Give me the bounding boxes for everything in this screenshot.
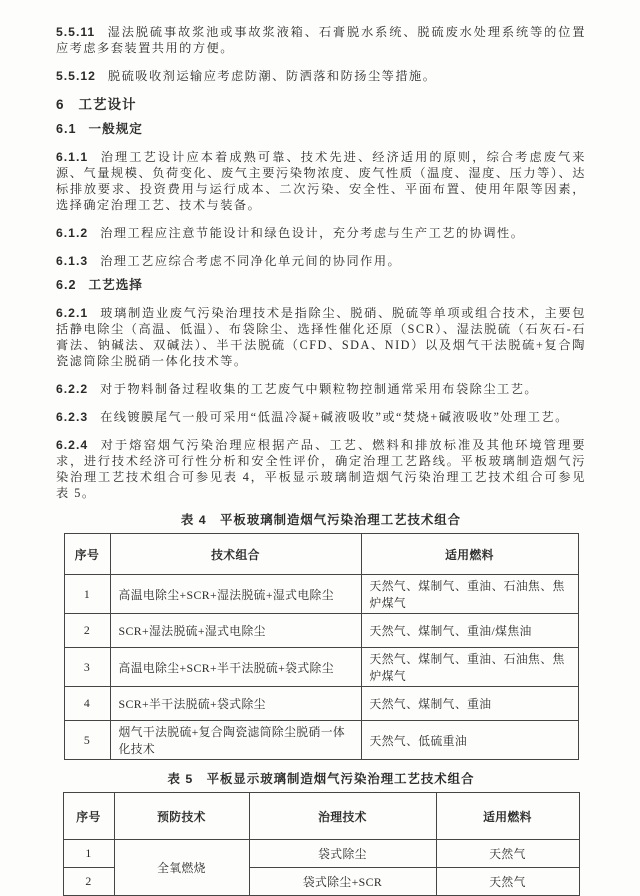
table-row bbox=[64, 721, 578, 760]
clause-6-1-1 bbox=[56, 149, 586, 213]
table4-title: 表 4 平板玻璃制造烟气污染治理工艺技术组合 bbox=[180, 513, 462, 527]
cell-tech-combo: SCR+湿法脱硫+湿式电除尘 bbox=[110, 614, 361, 648]
clause-6-2-3 bbox=[56, 409, 586, 425]
cell-fuel: 天然气、煤制气、重油、石油焦、焦炉煤气 bbox=[361, 575, 578, 614]
table-row bbox=[64, 575, 578, 614]
col-header-prevention: 预防技术 bbox=[114, 793, 249, 840]
clause-text: 脱硫吸收剂运输应考虑防潮、防洒落和防扬尘等措施。 bbox=[107, 69, 437, 83]
cell-fuel: 天然气 bbox=[436, 840, 579, 868]
table5-title: 表 5 平板显示玻璃制造烟气污染治理工艺技术组合 bbox=[167, 772, 475, 786]
clause-number: 5.5.12 bbox=[56, 69, 96, 83]
col-header-seq: 序号 bbox=[64, 534, 110, 575]
cell-tech-combo: 高温电除尘+SCR+湿法脱硫+湿式电除尘 bbox=[110, 575, 361, 614]
clause-text: 玻璃制造业废气污染治理技术是指除尘、脱硝、脱硫等单项或组合技术，主要包括静电除尘（高温、低温）、布袋除尘、选择性催化还原（SCR）、湿法脱硫（石灰石-石膏法、钠碱法、双碱法）、半干法脱硫（CFD、SDA、NID）以及烟气干法脱硫+复合陶瓷滤筒除尘脱硝一体化技术等。 bbox=[56, 306, 586, 368]
clause-text: 湿法脱硫事故浆池或事故浆液箱、石膏脱水系统、脱硫废水处理系统等的位置应考虑多套装置共用的方便。 bbox=[56, 25, 586, 55]
section-6-2-heading bbox=[56, 277, 586, 293]
col-header-tech-combo: 技术组合 bbox=[110, 534, 361, 575]
section-title: 工艺设计 bbox=[78, 97, 137, 112]
clause-number: 6.2.1 bbox=[56, 306, 89, 320]
section-number: 6 bbox=[56, 97, 65, 112]
table4-process-combinations bbox=[64, 533, 579, 760]
clause-number: 6.2.3 bbox=[56, 410, 89, 424]
cell-seq: 2 bbox=[64, 614, 110, 648]
clause-number: 6.1.3 bbox=[56, 254, 89, 268]
cell-fuel: 天然气、低硫重油 bbox=[361, 721, 578, 760]
col-header-treatment: 治理技术 bbox=[249, 793, 436, 840]
clause-text: 对于物料制备过程收集的工艺废气中颗粒物控制通常采用布袋除尘工艺。 bbox=[100, 382, 539, 396]
clause-number: 5.5.11 bbox=[56, 25, 96, 39]
section-number: 6.1 bbox=[56, 122, 77, 136]
cell-seq: 5 bbox=[64, 721, 110, 760]
section-title: 一般规定 bbox=[88, 122, 143, 136]
cell-tech-combo: 烟气干法脱硫+复合陶瓷滤筒除尘脱硝一体化技术 bbox=[110, 721, 361, 760]
table-row bbox=[64, 687, 578, 721]
cell-seq: 3 bbox=[64, 648, 110, 687]
clause-text: 在线镀膜尾气一般可采用“低温冷凝+碱液吸收”或“焚烧+碱液吸收”处理工艺。 bbox=[100, 410, 569, 424]
cell-fuel: 天然气、煤制气、重油、石油焦、焦炉煤气 bbox=[361, 648, 578, 687]
clause-6-2-4 bbox=[56, 437, 586, 501]
col-header-fuel: 适用燃料 bbox=[361, 534, 578, 575]
table-row bbox=[64, 614, 578, 648]
col-header-fuel: 适用燃料 bbox=[436, 793, 579, 840]
clause-6-1-3 bbox=[56, 253, 586, 269]
cell-seq: 2 bbox=[63, 868, 114, 896]
clause-text: 治理工程应注意节能设计和绿色设计，充分考虑与生产工艺的协调性。 bbox=[100, 226, 525, 240]
table-row bbox=[63, 840, 579, 868]
table5-display-glass-combinations bbox=[63, 792, 580, 896]
clause-number: 6.2.4 bbox=[56, 438, 89, 452]
clause-number: 6.1.1 bbox=[56, 150, 89, 164]
cell-seq: 1 bbox=[64, 575, 110, 614]
cell-fuel: 天然气 bbox=[436, 868, 579, 896]
cell-seq: 4 bbox=[64, 687, 110, 721]
clause-text: 治理工艺设计应本着成熟可靠、技术先进、经济适用的原则，综合考虑废气来源、气量规模、负荷变化、废气主要污染物浓度、废气性质（温度、湿度、压力等）、达标排放要求、投资费用与运行成本、二次污染、安全性、平面布置、使用年限等因素，选择确定治理工艺、技术与装备。 bbox=[56, 150, 586, 212]
clause-5-5-12 bbox=[56, 68, 586, 84]
section-title: 工艺选择 bbox=[88, 278, 143, 292]
table-row bbox=[64, 648, 578, 687]
cell-tech-combo: SCR+半干法脱硫+袋式除尘 bbox=[110, 687, 361, 721]
clause-6-1-2 bbox=[56, 225, 586, 241]
cell-seq: 1 bbox=[63, 840, 114, 868]
section-6-heading bbox=[56, 96, 586, 113]
cell-treatment: 袋式除尘 bbox=[249, 840, 436, 868]
cell-fuel: 天然气、煤制气、重油 bbox=[361, 687, 578, 721]
clause-5-5-11 bbox=[56, 24, 586, 56]
clause-number: 6.1.2 bbox=[56, 226, 89, 240]
cell-fuel: 天然气、煤制气、重油/煤焦油 bbox=[361, 614, 578, 648]
clause-6-2-2 bbox=[56, 381, 586, 397]
clause-text: 对于熔窑烟气污染治理应根据产品、工艺、燃料和排放标准及其他环境管理要求，进行技术经济可行性分析和安全性评价，确定治理工艺路线。平板玻璃制造烟气污染治理工艺技术组合可参见表 4，平板显示玻璃制造烟气污染治理工艺技术组合可参见表 5。 bbox=[56, 438, 586, 500]
table5-header-row bbox=[63, 793, 579, 840]
clause-number: 6.2.2 bbox=[56, 382, 89, 396]
clause-text: 治理工艺应综合考虑不同净化单元间的协同作用。 bbox=[100, 254, 402, 268]
section-number: 6.2 bbox=[56, 278, 77, 292]
cell-tech-combo: 高温电除尘+SCR+半干法脱硫+袋式除尘 bbox=[110, 648, 361, 687]
section-6-1-heading bbox=[56, 121, 586, 137]
table4-header-row bbox=[64, 534, 578, 575]
col-header-seq: 序号 bbox=[63, 793, 114, 840]
cell-treatment: 袋式除尘+SCR bbox=[249, 868, 436, 896]
clause-6-2-1 bbox=[56, 305, 586, 369]
cell-prevention-merged: 全氧燃烧 bbox=[114, 840, 249, 896]
